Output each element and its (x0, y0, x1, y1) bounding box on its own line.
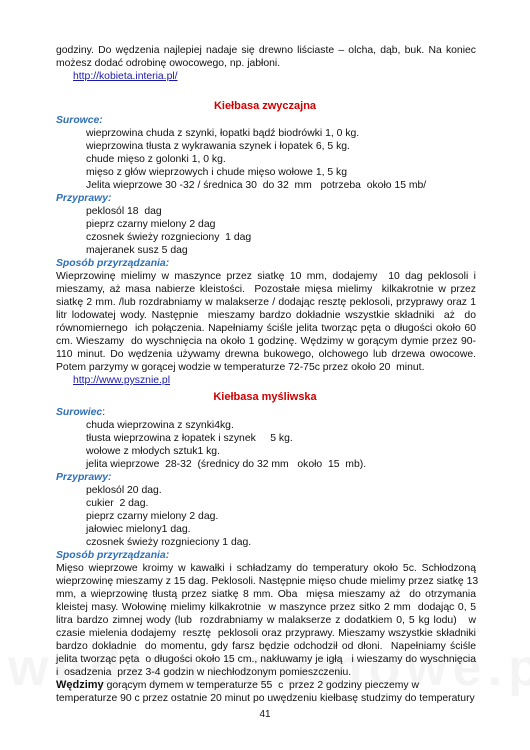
intro-line-2: możesz dodać odrobinę owocowego, np. jabłoni. (56, 58, 281, 69)
recipe2-smoking-line (56, 679, 419, 692)
recipe1-surowce-item: wieprzowina chuda z szynki, łopatki bądź biodrówki 1, 0 kg. (86, 128, 360, 139)
recipe2-method-line: kleistej masy. Wołowinę mielimy kilkakrotnie w maszynce przez sitko 2 mm dodając 0, 5 (56, 602, 476, 613)
recipe2-przyprawy-label: Przyprawy: (56, 472, 112, 483)
recipe1-przyprawy-item: peklosól 18 dag (86, 206, 162, 217)
recipe1-surowce-item: chude mięso z golonki 1, 0 kg. (86, 154, 226, 165)
recipe2-method-line: bardzo dokładnie do momentu, gdy farsz będzie odchodził od dłoni. Napełniamy ściśle (56, 641, 476, 652)
recipe2-surowce-item: wołowe z młodych sztuk1 kg. (86, 446, 220, 457)
recipe1-przyprawy-item: czosnek świeży rozgnieciony 1 dag (86, 232, 252, 243)
recipe2-method-line: czasie mielenia dodajemy resztę peklosoli oraz przyprawy. Mieszamy wszystkie składniki (56, 628, 476, 639)
recipe2-method-line: litra bardzo zimnej wody (lub rozdrabniamy w malakserze z dodatkiem 0, 5 kg lodu) w (56, 615, 476, 626)
recipe2-surowce-item: jelita wieprzowe 28-32 (średnicy do 32 mm około 15 mb). (86, 459, 367, 470)
wedzimy-rest: gorącym dymem w temperaturze 55 c przez 2 godziny pieczemy w (103, 680, 419, 691)
wedzimy-bold-word: Wędzimy (56, 679, 104, 691)
recipe2-przyprawy-item: czosnek świeży rozgnieciony 1 dag. (86, 537, 252, 548)
recipe2-przyprawy-item: cukier 2 dag. (86, 498, 149, 509)
recipe2-method-line: i osadzenia przez 3-4 godzin w niechłodzonym pomieszczeniu. (56, 667, 352, 678)
recipe2-przyprawy-item: jałowiec mielony1 dag. (86, 524, 191, 535)
recipe1-method-line: Wieprzowinę mielimy w maszynce przez siatkę 10 mm, dodajemy 10 dag peklosoli i (56, 271, 476, 282)
intro-line-1: godziny. Do wędzenia najlepiej nadaje się drewno liściaste – olcha, dąb, buk. Na koniec (56, 45, 476, 56)
recipe1-surowce-item: wieprzowina tłusta z wykrawania szynek i łopatek 6, 5 kg. (86, 141, 350, 152)
recipe1-sposob-label: Sposób przyrządzania: (56, 258, 170, 269)
recipe2-surowiec-heading: Surowiec: (56, 407, 106, 418)
recipe2-last-line: temperaturze 90 c przez ostatnie 20 minut po uwędzeniu kiełbasę studzimy do temperatury (56, 693, 475, 704)
page-number: 41 (259, 709, 271, 720)
recipe2-surowce-item: tłusta wieprzowina z łopatek i szynek 5 kg. (86, 433, 293, 444)
recipe1-method-line: Potem parzymy w gorącej wodzie w temperaturze 72-75c przez około 20 minut. (56, 362, 425, 373)
recipe1-method-line: siatkę 2 mm. /lub rozdrabniamy w malakserze / dodając resztę peklosoli, przyprawy oraz 1 (56, 297, 476, 308)
recipe1-method-line: litr lodowatej wody. Następnie mieszamy bardzo dokładnie wszystkie składniki aż do (56, 310, 476, 321)
recipe2-title: Kiełbasa myśliwska (213, 391, 317, 403)
recipe1-method-line: 110 minut. Do wędzenia używamy drewna bukowego, olchowego lub drzewa owocowe. (56, 349, 476, 360)
recipe2-surowce-item: chuda wieprzowina z szynki4kg. (86, 420, 234, 431)
recipe1-method-line: cm. Wieszamy do wyschnięcia na około 1 godzinę. Wędzimy w gorącym dymie przez 90- (56, 336, 476, 347)
recipe2-przyprawy-item: pieprz czarny mielony 2 dag. (86, 511, 219, 522)
recipe2-method-line: Mięso wieprzowe kroimy w kawałki i schładzamy do temperatury około 5c. Schłodzoną (56, 563, 476, 574)
recipe1-title: Kiełbasa zwyczajna (213, 100, 317, 112)
recipe2-sposob-label: Sposób przyrządzania: (56, 550, 170, 561)
recipe1-przyprawy-label: Przyprawy: (56, 193, 112, 204)
recipe1-method-line: mieszamy, aż masa nabierze kleistości. Pozostałe mięsa mielimy kilkakrotnie w przez (56, 284, 476, 295)
recipe1-przyprawy-item: majeranek susz 5 dag (86, 245, 188, 256)
recipe2-method-line: wieprzowinę mieszamy z 15 dag. Peklosoli. Następnie mięso chude mielimy przez siatkę 13 (56, 576, 479, 587)
recipe2-method-line: mm, a wieprzowinę tłustą przez siatkę 8 mm. Oba mięsa mieszamy aż do otrzymania (56, 589, 476, 600)
intro-source-link[interactable]: http://kobieta.interia.pl/ (73, 71, 178, 82)
recipe2-method-line: jelita tworząc pęta o długości około 15 cm., nakłuwamy je igłą i wieszamy do wyschnięcia (56, 654, 476, 665)
recipe2-surowiec-label: Surowiec (56, 407, 103, 418)
recipe1-surowce-item: mięso z głów wieprzowych i chude mięso wołowe 1, 5 kg (86, 167, 348, 178)
recipe1-surowce-label: Surowce: (56, 115, 103, 126)
recipe1-source-link[interactable]: http://www.pysznie.pl (73, 375, 171, 386)
recipe1-surowce-item: Jelita wieprzowe 30 -32 / średnica 30 do 32 mm potrzeba około 15 mb/ (86, 180, 427, 191)
recipe1-method-line: równomiernego ich połączenia. Napełniamy ściśle jelita tworząc pęta o długości około 60 (56, 323, 476, 334)
recipe1-przyprawy-item: pieprz czarny mielony 2 dag (86, 219, 216, 230)
recipe2-przyprawy-item: peklosól 20 dag. (86, 485, 162, 496)
